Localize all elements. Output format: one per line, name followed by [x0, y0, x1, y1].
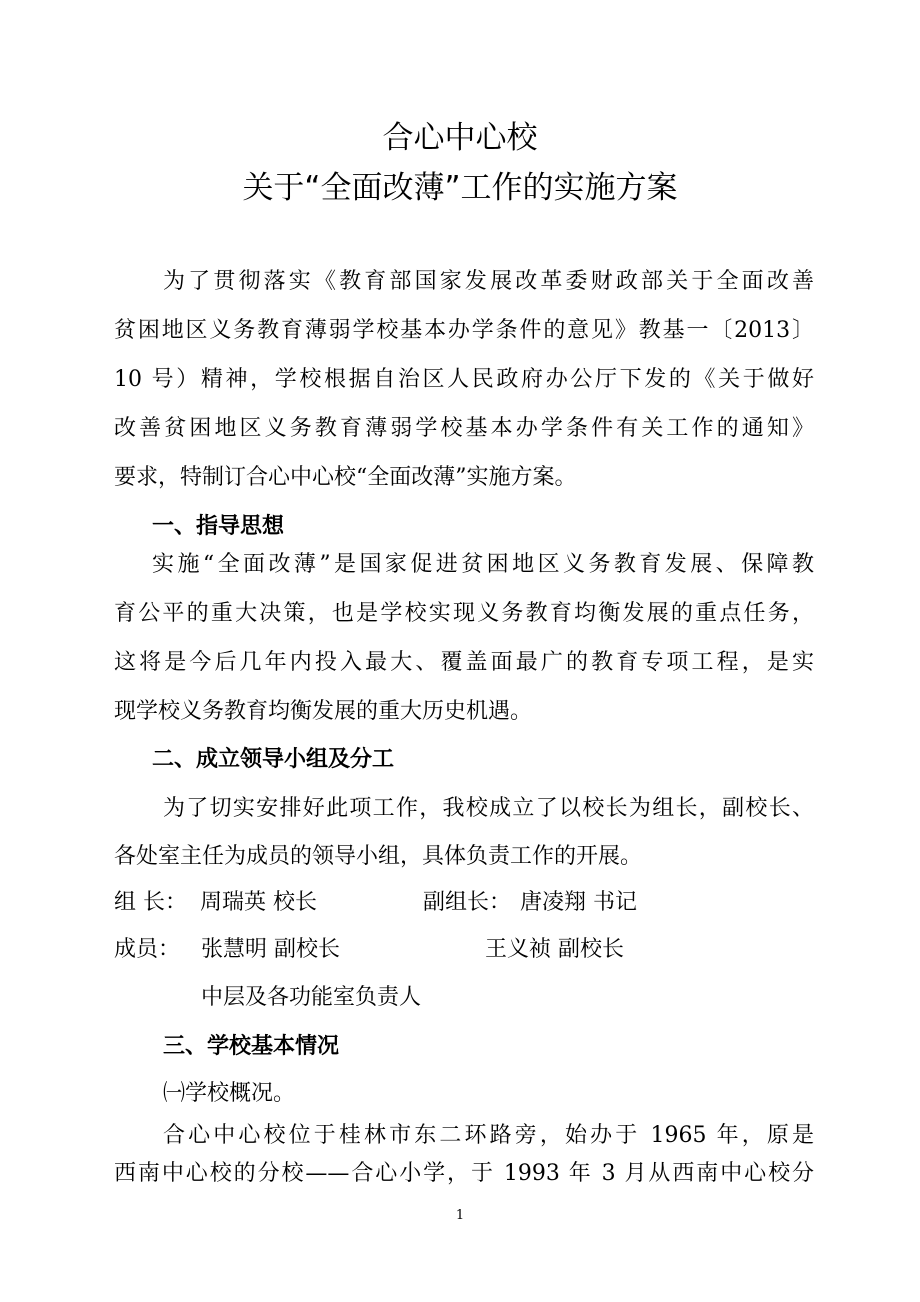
- section-heading-leadership-group: 二、成立领导小组及分工: [152, 747, 395, 772]
- section2-line-1: 为了切实安排好此项工作，我校成立了以校长为组长，副校长、: [163, 796, 814, 821]
- members-label: 成员：: [114, 937, 181, 962]
- document-title-school: 合心中心校: [382, 120, 538, 156]
- deputy-leader-name: 唐凌翔 书记: [520, 890, 637, 915]
- intro-line-5: 要求，特制订合心中心校“全面改薄”实施方案。: [114, 465, 577, 490]
- section1-line-4: 现学校义务教育均衡发展的重大历史机遇。: [114, 699, 533, 724]
- member-3: 中层及各功能室负责人: [201, 985, 422, 1010]
- intro-line-2: 贫困地区义务教育薄弱学校基本办学条件的意见》教基一〔2013〕: [114, 318, 814, 343]
- intro-line-3: 10 号）精神，学校根据自治区人民政府办公厅下发的《关于做好: [114, 367, 814, 392]
- section-heading-guiding-ideology: 一、指导思想: [152, 514, 285, 539]
- leader-label: 组 长：: [114, 890, 187, 915]
- section3-line-2: 西南中心校的分校——合心小学，于 1993 年 3 月从西南中心校分: [114, 1161, 814, 1186]
- section1-line-1: 实施“全面改薄”是国家促进贫困地区义务教育发展、保障教: [152, 552, 814, 577]
- page-number: 1: [455, 1208, 465, 1223]
- intro-line-1: 为了贯彻落实《教育部国家发展改革委财政部关于全面改善: [163, 269, 814, 294]
- section3-line-1: 合心中心校位于桂林市东二环路旁，始办于 1965 年，原是: [163, 1123, 814, 1148]
- intro-line-4: 改善贫困地区义务教育薄弱学校基本办学条件有关工作的通知》: [114, 416, 814, 441]
- section1-line-3: 这将是今后几年内投入最大、覆盖面最广的教育专项工程，是实: [114, 650, 814, 675]
- member-2: 王义祯 副校长: [485, 937, 624, 962]
- member-1: 张慧明 副校长: [201, 937, 340, 962]
- section1-line-2: 育公平的重大决策，也是学校实现义务教育均衡发展的重点任务，: [114, 601, 814, 626]
- document-title-subject: 关于“全面改薄”工作的实施方案: [242, 170, 678, 206]
- deputy-leader-label: 副组长：: [423, 890, 512, 915]
- subsection-school-overview: ㈠学校概况。: [163, 1081, 296, 1106]
- section-heading-school-basics: 三、学校基本情况: [163, 1034, 340, 1059]
- leader-name: 周瑞英 校长: [200, 890, 317, 915]
- section2-line-2: 各处室主任为成员的领导小组，具体负责工作的开展。: [114, 844, 643, 869]
